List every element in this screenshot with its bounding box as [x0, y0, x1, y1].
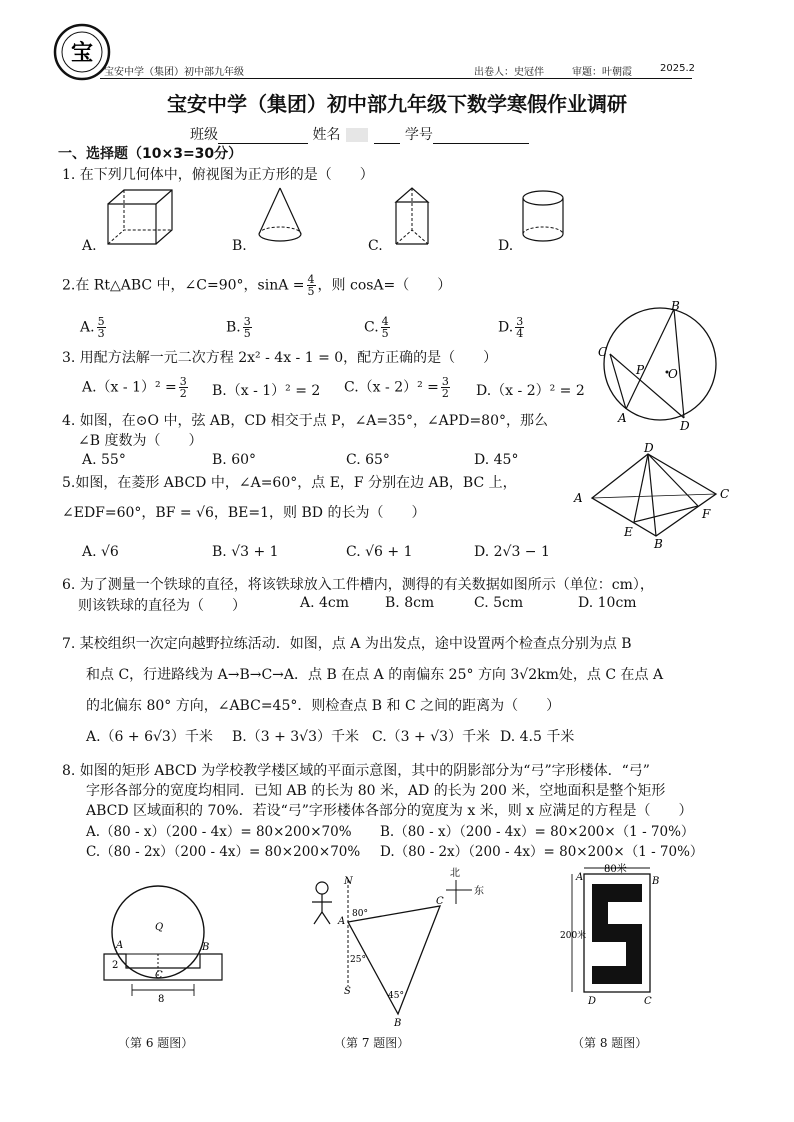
fig7-label-80: 80° — [352, 909, 368, 919]
q1-cone-figure — [255, 186, 305, 248]
q2-stem-b: ，则 cosA=（ ） — [317, 277, 452, 294]
q1-stem: 1. 在下列几何体中，俯视图为正方形的是（ ） — [62, 167, 374, 183]
q4-option-a[interactable]: A. 55° — [82, 452, 126, 468]
q7-line2: 和点 C，行进路线为 A→B→C→A．点 B 在点 A 的南偏东 25° 方向 3√2km处，点 C 在点 A — [86, 667, 664, 683]
fig4-label-b: B — [671, 299, 680, 313]
q2-option-a[interactable]: A. $\frac{5}{3}$ — [80, 315, 105, 340]
id-label: 学号 — [404, 127, 433, 143]
fig7-label-east: 东 — [474, 886, 484, 897]
header-author: 出卷人：史冠伴 — [474, 67, 544, 78]
q3-option-b[interactable]: B.（x - 1）² = 2 — [212, 383, 321, 399]
q6-option-b[interactable]: B. 8cm — [385, 595, 435, 611]
logo-glyph: 宝 — [70, 40, 94, 66]
q7-option-c[interactable]: C.（3 + √3）千米 — [372, 729, 491, 745]
id-blank[interactable] — [433, 129, 529, 144]
section-heading: 一、选择题（10×3=30分） — [58, 146, 243, 162]
q2-option-d[interactable]: D. $\frac{3}{4}$ — [498, 315, 524, 340]
fig6-label-c: C — [155, 970, 163, 981]
fig7-label-north: 北 — [450, 868, 460, 879]
class-field — [190, 124, 529, 144]
page-title: 宝安中学（集团）初中部九年级下数学寒假作业调研 — [167, 92, 627, 116]
fig7-label-s: S — [344, 986, 351, 997]
q1-option-c[interactable]: C. — [368, 238, 383, 254]
q2-fraction: $\frac{4}{5}$ — [307, 273, 315, 298]
fig8-label-a: A — [576, 872, 584, 883]
header-date: 2025.2 — [660, 63, 695, 74]
q4-circle-figure — [596, 296, 726, 432]
fig7-label-c: C — [436, 896, 444, 907]
fig5-label-d: D — [644, 441, 654, 455]
q7-option-b[interactable]: B.（3 + 3√3）千米 — [232, 729, 360, 745]
q4-line1: 4. 如图，在⊙O 中，弦 AB，CD 相交于点 P，∠A=35°，∠APD=80°，那么 — [62, 413, 548, 429]
header-reviewer: 审题：叶朝霞 — [572, 67, 632, 78]
q8-option-a[interactable]: A.（80 - x）（200 - 4x）= 80×200×70% — [86, 824, 352, 840]
q4-line2: ∠B 度数为（ ） — [78, 433, 203, 449]
fig6-label-a: A — [116, 940, 124, 951]
q4-option-b[interactable]: B. 60° — [212, 452, 257, 468]
fig8-building-plan — [560, 862, 680, 1012]
fig4-label-d: D — [680, 419, 690, 432]
q6-line1: 6. 为了测量一个铁球的直径，将该铁球放入工件槽内，测得的有关数据如图所示（单位：cm）， — [62, 577, 654, 593]
q3-stem: 3. 用配方法解一元二次方程 2x² - 4x - 1 = 0，配方正确的是（ ） — [62, 350, 498, 366]
fig4-label-c: C — [598, 345, 608, 359]
fig4-label-o: O — [668, 367, 678, 381]
q3-option-d[interactable]: D.（x - 2）² = 2 — [476, 383, 585, 399]
fig6-caption: （第 6 题图） — [118, 1036, 194, 1050]
fig6-label-q: Q — [155, 922, 164, 933]
q7-option-d[interactable]: D. 4.5 千米 — [500, 729, 575, 745]
q5-line2: ∠EDF=60°，BF = √6，BE=1，则 BD 的长为（ ） — [62, 505, 426, 521]
q6-option-d[interactable]: D. 10cm — [578, 595, 637, 611]
q7-line1: 7. 某校组织一次定向越野拉练活动．如图，点 A 为出发点，途中设置两个检查点分别为点 B — [62, 636, 632, 652]
q6-line2: 则该铁球的直径为（ ） — [78, 598, 246, 614]
fig7-caption: （第 7 题图） — [334, 1036, 410, 1050]
q5-option-c[interactable]: C. √6 + 1 — [346, 544, 413, 560]
q1-cube-figure — [100, 186, 180, 248]
header-school: 宝安中学（集团）初中部九年级 — [104, 67, 244, 78]
fig6-label-2: 2 — [112, 960, 119, 971]
class-blank[interactable] — [218, 129, 308, 144]
name-label: 姓名 — [312, 127, 341, 143]
fig7-label-b: B — [394, 1018, 402, 1026]
q6-option-a[interactable]: A. 4cm — [300, 595, 350, 611]
fig6-label-8: 8 — [158, 994, 165, 1005]
q8-option-c[interactable]: C.（80 - 2x）（200 - 4x）= 80×200×70% — [86, 844, 361, 860]
redacted-name — [346, 128, 368, 142]
q3-option-c[interactable]: C.（x - 2）² = $\frac{3}{2}$ — [344, 375, 449, 400]
q8-line2: 字形各部分的宽度均相同．已知 AB 的长为 80 米，AD 的长为 200 米，空地面积是整个矩形 — [86, 783, 666, 799]
name-blank[interactable] — [374, 129, 400, 144]
fig6-ball-groove — [98, 880, 238, 1010]
fig7-label-n: N — [344, 876, 353, 887]
fig4-label-p: P — [636, 363, 645, 377]
fig8-label-b: B — [652, 876, 660, 887]
fig7-route-map — [300, 866, 500, 1026]
q1-option-b[interactable]: B. — [232, 238, 247, 254]
q1-prism-figure — [388, 186, 438, 248]
fig8-label-d: D — [588, 996, 597, 1007]
fig7-label-25: 25° — [350, 955, 366, 965]
fig7-label-45: 45° — [388, 991, 404, 1001]
fig6-label-b: B — [202, 942, 210, 953]
fig5-label-e: E — [624, 525, 633, 539]
fig5-label-f: F — [702, 507, 711, 521]
q5-line1: 5.如图，在菱形 ABCD 中，∠A=60°，点 E，F 分别在边 AB，BC 上， — [62, 475, 517, 491]
fig7-label-a: A — [338, 916, 346, 927]
fig8-label-200m: 200米 — [560, 931, 587, 941]
q8-option-b[interactable]: B.（80 - x）（200 - 4x）= 80×200×（1 - 70%） — [380, 824, 695, 840]
q5-rhombus-figure — [570, 440, 740, 550]
fig5-label-c: C — [720, 487, 730, 501]
fig4-label-a: A — [618, 411, 627, 425]
q1-cylinder-figure — [518, 188, 568, 246]
q7-line3: 的北偏东 80° 方向，∠ABC=45°．则检查点 B 和 C 之间的距离为（ ） — [86, 698, 561, 714]
q5-option-d[interactable]: D. 2√3 − 1 — [474, 544, 550, 560]
q2-option-c[interactable]: C. $\frac{4}{5}$ — [364, 315, 389, 340]
q2-stem — [62, 274, 451, 297]
q8-line1: 8. 如图的矩形 ABCD 为学校教学楼区域的平面示意图，其中的阴影部分为“弓”字形楼体．“弓” — [62, 763, 650, 779]
fig5-label-b: B — [654, 537, 663, 550]
fig8-label-80m: 80米 — [604, 864, 627, 875]
class-label: 班级 — [190, 127, 218, 143]
q7-option-a[interactable]: A.（6 + 6√3）千米 — [86, 729, 213, 745]
q5-option-b[interactable]: B. √3 + 1 — [212, 544, 279, 560]
q5-option-a[interactable]: A. √6 — [82, 544, 119, 560]
q6-option-c[interactable]: C. 5cm — [474, 595, 524, 611]
fig8-caption: （第 8 题图） — [572, 1036, 648, 1050]
header-rule — [100, 78, 692, 79]
q1-option-a[interactable]: A. — [82, 238, 97, 254]
fig5-label-a: A — [574, 491, 583, 505]
q2-stem-a: 2.在 Rt△ABC 中，∠C=90°，sinA = — [62, 277, 305, 294]
q1-option-d[interactable]: D. — [498, 238, 514, 254]
q8-line3: ABCD 区域面积的 70%．若设“弓”字形楼体各部分的宽度为 x 米，则 x 应满足的方程是（ ） — [86, 803, 693, 819]
q4-option-c[interactable]: C. 65° — [346, 452, 390, 468]
q8-option-d[interactable]: D.（80 - 2x）（200 - 4x）= 80×200×（1 - 70%） — [380, 844, 704, 860]
q2-option-b[interactable]: B. $\frac{3}{5}$ — [226, 315, 251, 340]
q3-option-a[interactable]: A.（x - 1）² = $\frac{3}{2}$ — [82, 375, 187, 400]
school-logo — [52, 22, 112, 82]
q4-option-d[interactable]: D. 45° — [474, 452, 519, 468]
fig8-label-c: C — [644, 996, 652, 1007]
